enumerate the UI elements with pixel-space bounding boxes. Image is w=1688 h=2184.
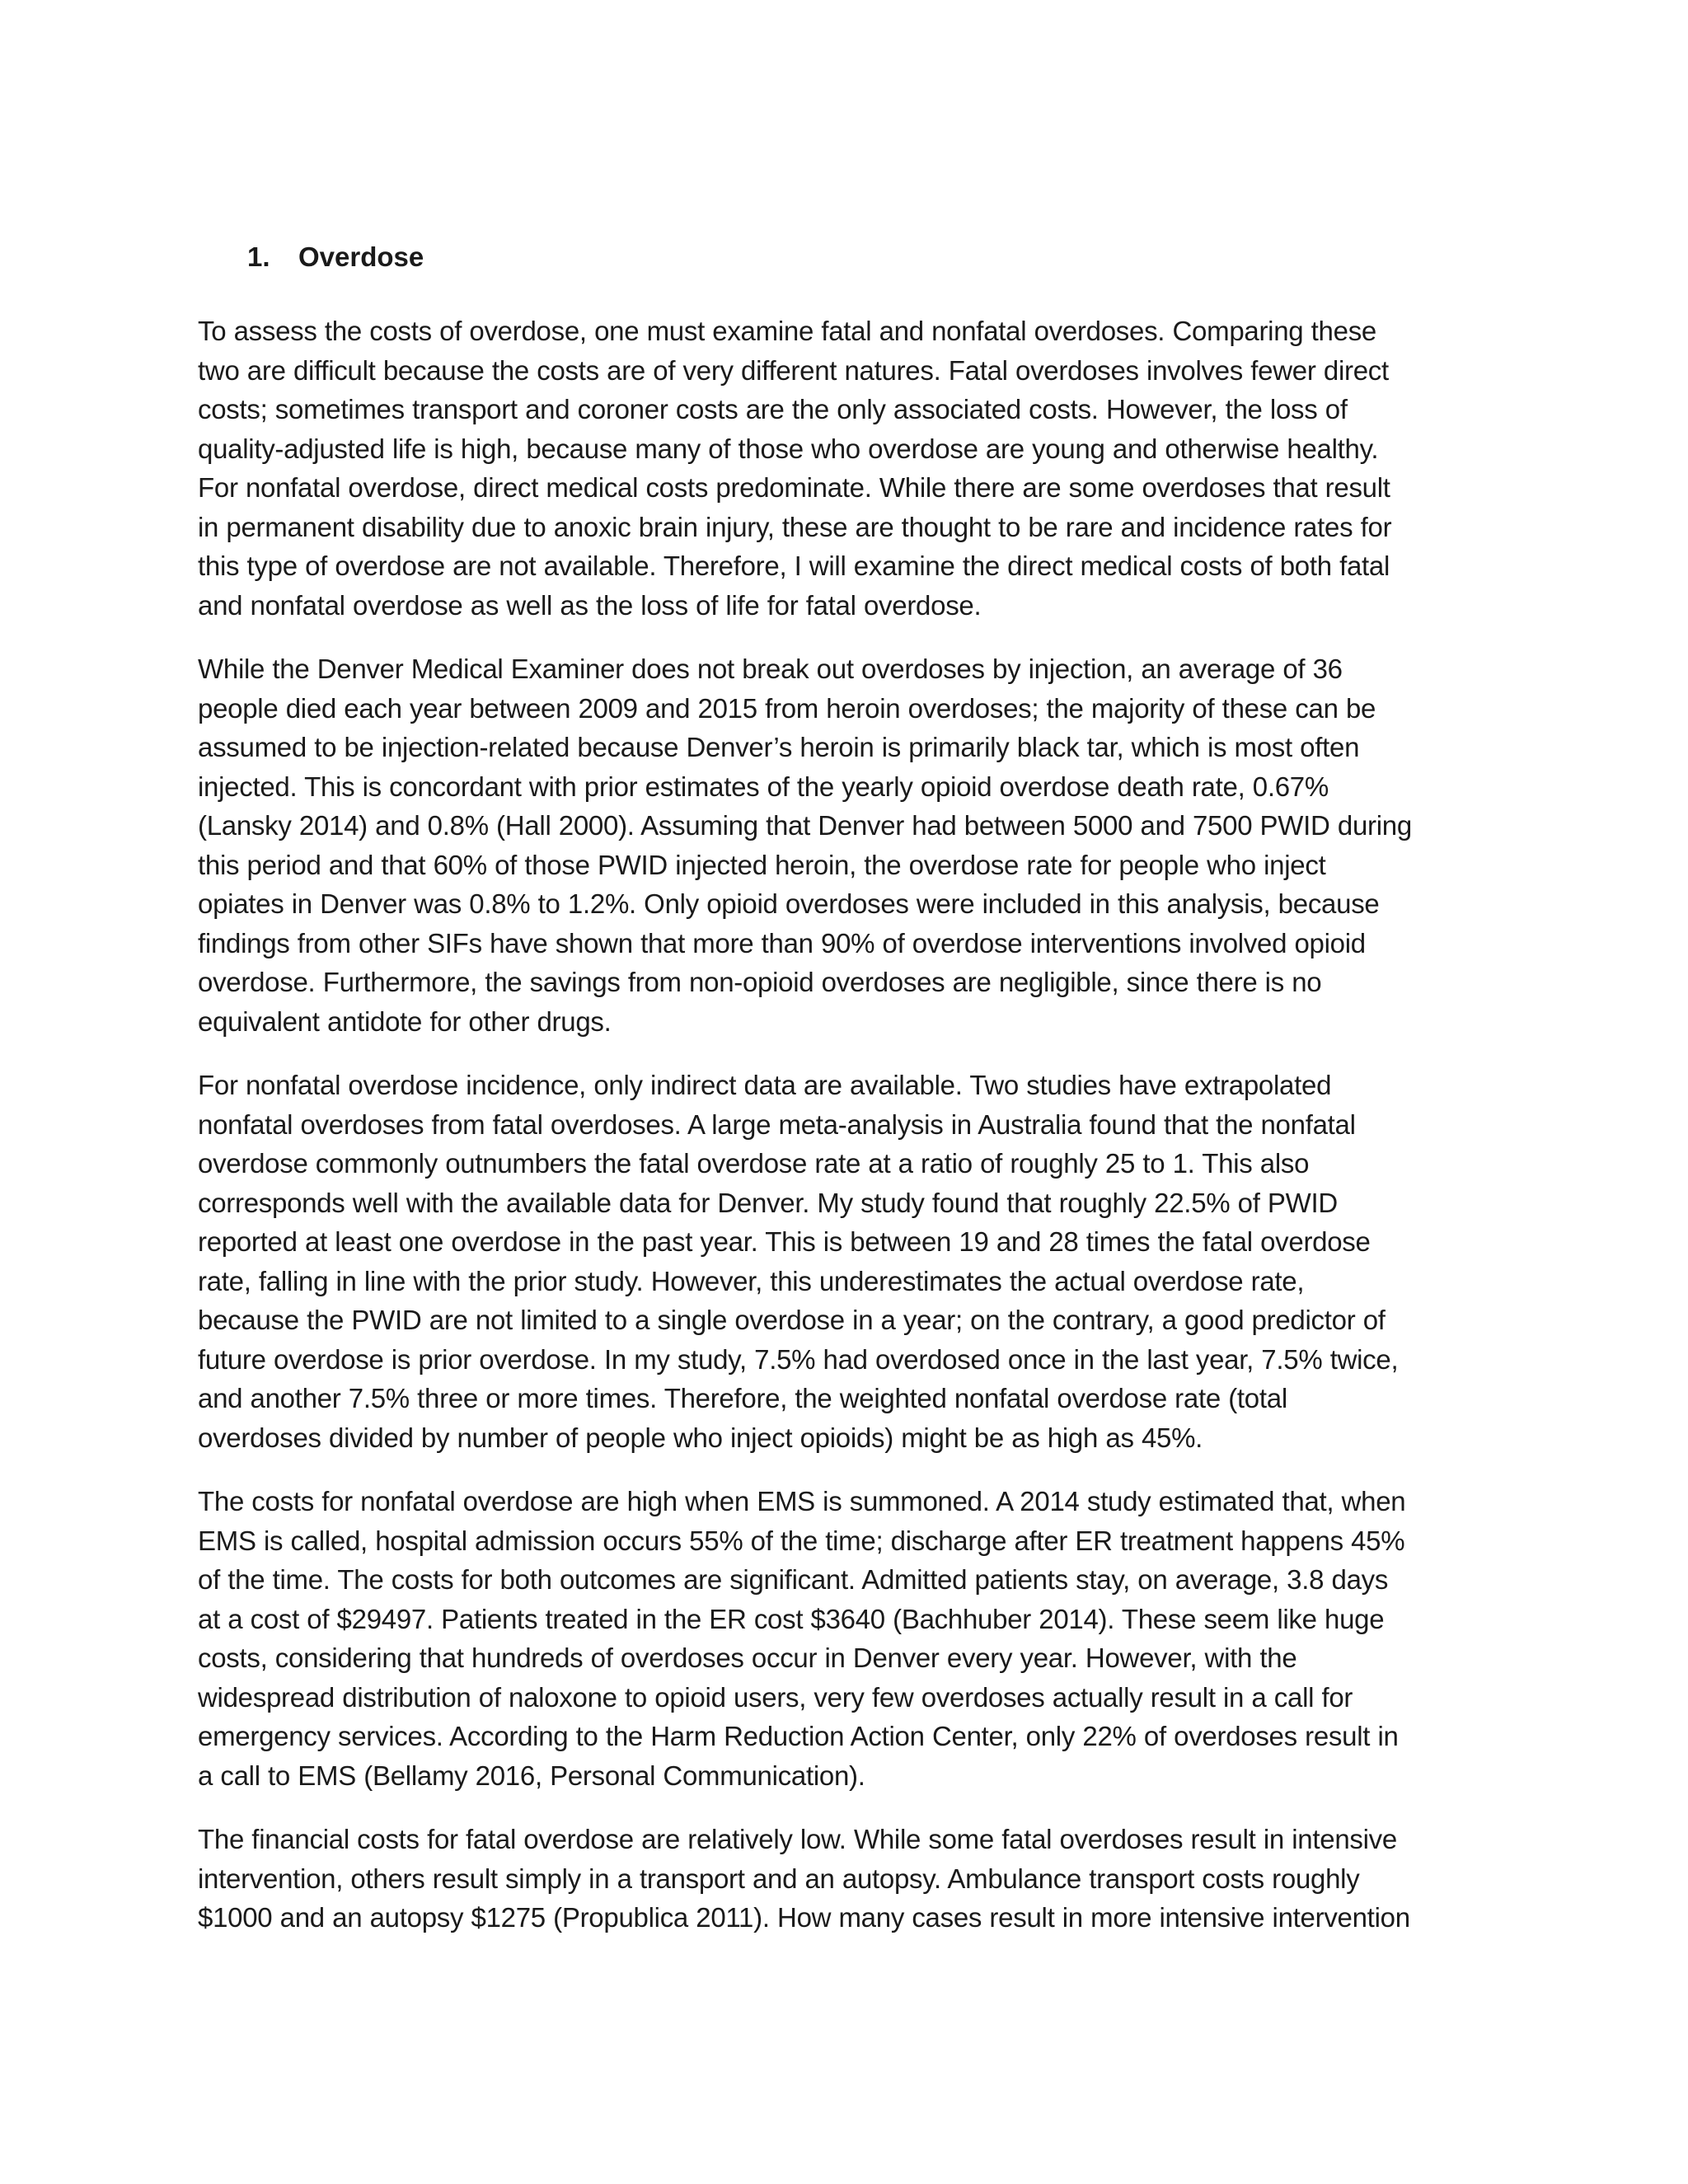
text-line: The costs for nonfatal overdose are high when EMS is summoned. A 2014 study estimated that, when: [198, 1486, 1406, 1516]
paragraph-4: [198, 1482, 1493, 1795]
paragraph-5: [198, 1820, 1493, 1938]
paragraph-1: [198, 312, 1493, 625]
text-line: at a cost of $29497. Patients treated in the ER cost $3640 (Bachhuber 2014). These seem like huge: [198, 1603, 1385, 1634]
text-line: a call to EMS (Bellamy 2016, Personal Communication).: [198, 1760, 865, 1791]
text-line: costs, considering that hundreds of overdoses occur in Denver every year. However, with the: [198, 1643, 1297, 1673]
text-line: For nonfatal overdose, direct medical costs predominate. While there are some overdoses that result: [198, 472, 1390, 503]
text-line: emergency services. According to the Harm Reduction Action Center, only 22% of overdoses result in: [198, 1721, 1399, 1751]
section-number: 1.: [247, 241, 270, 272]
text-line: future overdose is prior overdose. In my study, 7.5% had overdosed once in the last year, 7.5% twice,: [198, 1343, 1399, 1375]
text-line: The financial costs for fatal overdose are relatively low. While some fatal overdoses result in intensive: [198, 1824, 1397, 1854]
text-line: people died each year between 2009 and 2015 from heroin overdoses; the majority of these can be: [198, 692, 1376, 724]
text-line: intervention, others result simply in a transport and an autopsy. Ambulance transport costs roughly: [198, 1863, 1360, 1894]
text-line: this type of overdose are not available. Therefore, I will examine the direct medical costs of both fatal: [198, 551, 1390, 581]
document-body: [198, 237, 1493, 1962]
text-line: equivalent antidote for other drugs.: [198, 1005, 612, 1037]
section-title: Overdose: [298, 241, 424, 272]
text-line: reported at least one overdose in the past year. This is between 19 and 28 times the fatal overdose: [198, 1226, 1371, 1257]
paragraph-3: [198, 1066, 1493, 1457]
text-line: overdose. Furthermore, the savings from non-opioid overdoses are negligible, since there is no: [198, 967, 1322, 997]
text-line: overdose commonly outnumbers the fatal overdose rate at a ratio of roughly 25 to 1. This also: [198, 1148, 1310, 1179]
paragraph-2: [198, 649, 1493, 1041]
text-line: two are difficult because the costs are of very different natures. Fatal overdoses involves fewer direct: [198, 354, 1389, 386]
text-line: costs; sometimes transport and coroner costs are the only associated costs. However, the loss of: [198, 394, 1348, 424]
text-line: For nonfatal overdose incidence, only indirect data are available. Two studies have extrapolated: [198, 1070, 1332, 1100]
text-line: (Lansky 2014) and 0.8% (Hall 2000). Assuming that Denver had between 5000 and 7500 PWID during: [198, 810, 1412, 841]
text-line: nonfatal overdoses from fatal overdoses. A large meta-analysis in Australia found that the nonfatal: [198, 1108, 1356, 1140]
text-line: this period and that 60% of those PWID injected heroin, the overdose rate for people who inject: [198, 849, 1326, 880]
section-heading: [198, 237, 1493, 277]
text-line: overdoses divided by number of people who inject opioids) might be as high as 45%.: [198, 1422, 1203, 1453]
text-line: rate, falling in line with the prior study. However, this underestimates the actual overdose rate,: [198, 1265, 1305, 1296]
text-line: While the Denver Medical Examiner does not break out overdoses by injection, an average of 36: [198, 654, 1343, 684]
text-line: $1000 and an autopsy $1275 (Propublica 2011). How many cases result in more intensive intervention: [198, 1902, 1410, 1933]
text-line: and nonfatal overdose as well as the loss of life for fatal overdose.: [198, 589, 982, 621]
text-line: assumed to be injection-related because Denver’s heroin is primarily black tar, which is most often: [198, 732, 1360, 762]
text-line: opiates in Denver was 0.8% to 1.2%. Only opioid overdoses were included in this analysis, because: [198, 888, 1380, 919]
text-line: in permanent disability due to anoxic brain injury, these are thought to be rare and incidence rates for: [198, 511, 1392, 542]
text-line: corresponds well with the available data for Denver. My study found that roughly 22.5% of PWID: [198, 1187, 1338, 1218]
text-line: EMS is called, hospital admission occurs 55% of the time; discharge after ER treatment happens 45%: [198, 1525, 1405, 1556]
text-line: of the time. The costs for both outcomes are significant. Admitted patients stay, on average, 3.8 days: [198, 1564, 1389, 1595]
text-line: quality-adjusted life is high, because many of those who overdose are young and otherwise healthy.: [198, 433, 1379, 464]
text-line: injected. This is concordant with prior estimates of the yearly opioid overdose death rate, 0.67%: [198, 771, 1329, 802]
text-line: because the PWID are not limited to a single overdose in a year; on the contrary, a good predictor of: [198, 1305, 1386, 1335]
text-line: and another 7.5% three or more times. Therefore, the weighted nonfatal overdose rate (total: [198, 1383, 1287, 1413]
text-line: findings from other SIFs have shown that more than 90% of overdose interventions involved opioid: [198, 927, 1366, 958]
text-line: To assess the costs of overdose, one must examine fatal and nonfatal overdoses. Comparing these: [198, 316, 1376, 346]
text-line: widespread distribution of naloxone to opioid users, very few overdoses actually result in a call for: [198, 1681, 1353, 1713]
